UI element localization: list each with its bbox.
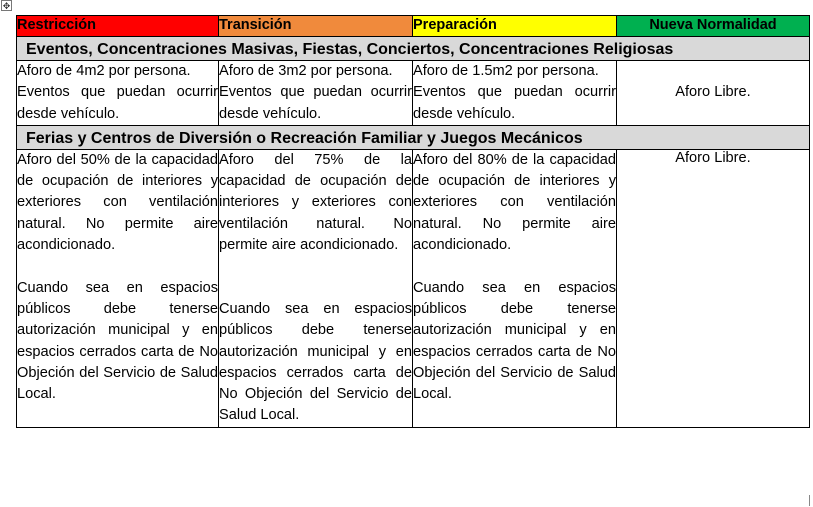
header-preparacion: Preparación <box>413 16 617 37</box>
cell-paragraph: Cuando sea en espacios públicos debe tenerse autorización municipal y en espacios cerrados carta de No Objeción del Servicio de Salud Local. <box>219 300 412 424</box>
paragraph-spacer <box>413 256 616 277</box>
cell-paragraph: Aforo de 1.5m2 por persona. <box>413 63 599 79</box>
cell-paragraph: Eventos que puedan ocurrir desde vehículo. <box>17 84 218 122</box>
paragraph-spacer <box>219 278 412 299</box>
table-row <box>17 149 810 427</box>
header-restriccion: Restricción <box>17 16 219 37</box>
cell-paragraph: Cuando sea en espacios públicos debe tenerse autorización municipal y en espacios cerrados carta de No Objeción del Servicio de Salud Local. <box>413 279 616 403</box>
cell-preparacion <box>413 149 617 427</box>
header-row <box>17 16 810 37</box>
cell-paragraph: Aforo del 50% de la capacidad de ocupación de interiores y exteriores con ventilación natural. No permite aire acondicionado. <box>17 151 218 254</box>
text-cursor <box>809 495 810 506</box>
cell-preparacion <box>413 61 617 126</box>
section-title: Ferias y Centros de Diversión o Recreación Familiar y Juegos Mecánicos <box>17 125 810 149</box>
cell-paragraph: Aforo del 80% de la capacidad de ocupación de interiores y exteriores con ventilación natural. No permite aire acondicionado. <box>413 151 616 254</box>
move-cross-icon[interactable]: ✥ <box>2 1 11 11</box>
cell-nueva-normalidad: Aforo Libre. <box>617 61 810 126</box>
cell-transicion <box>219 149 413 427</box>
cell-paragraph: Aforo del 75% de la capacidad de ocupación de interiores y exteriores con ventilación natural. No permite aire acondicionado. <box>219 151 412 254</box>
section-title: Eventos, Concentraciones Masivas, Fiestas, Conciertos, Concentraciones Religiosas <box>17 37 810 61</box>
cell-nueva-normalidad: Aforo Libre. <box>617 149 810 427</box>
header-transicion: Transición <box>219 16 413 37</box>
section-row-ferias <box>17 125 810 149</box>
cell-restriccion <box>17 61 219 126</box>
paragraph-spacer <box>17 256 218 277</box>
cell-paragraph: Cuando sea en espacios públicos debe tenerse autorización municipal y en espacios cerrados carta de No Objeción del Servicio de Salud Local. <box>17 279 218 403</box>
phases-table <box>16 15 810 428</box>
cell-restriccion <box>17 149 219 427</box>
cell-paragraph: Eventos que puedan ocurrir desde vehículo. <box>413 84 616 122</box>
cell-transicion <box>219 61 413 126</box>
cell-paragraph: Aforo de 3m2 por persona. <box>219 63 393 79</box>
cell-paragraph: Eventos que puedan ocurrir desde vehículo. <box>219 84 412 122</box>
paragraph-spacer <box>219 256 412 277</box>
table-row <box>17 61 810 126</box>
section-row-eventos <box>17 37 810 61</box>
header-nueva-normalidad: Nueva Normalidad <box>617 16 810 37</box>
cell-paragraph: Aforo de 4m2 por persona. <box>17 63 191 79</box>
